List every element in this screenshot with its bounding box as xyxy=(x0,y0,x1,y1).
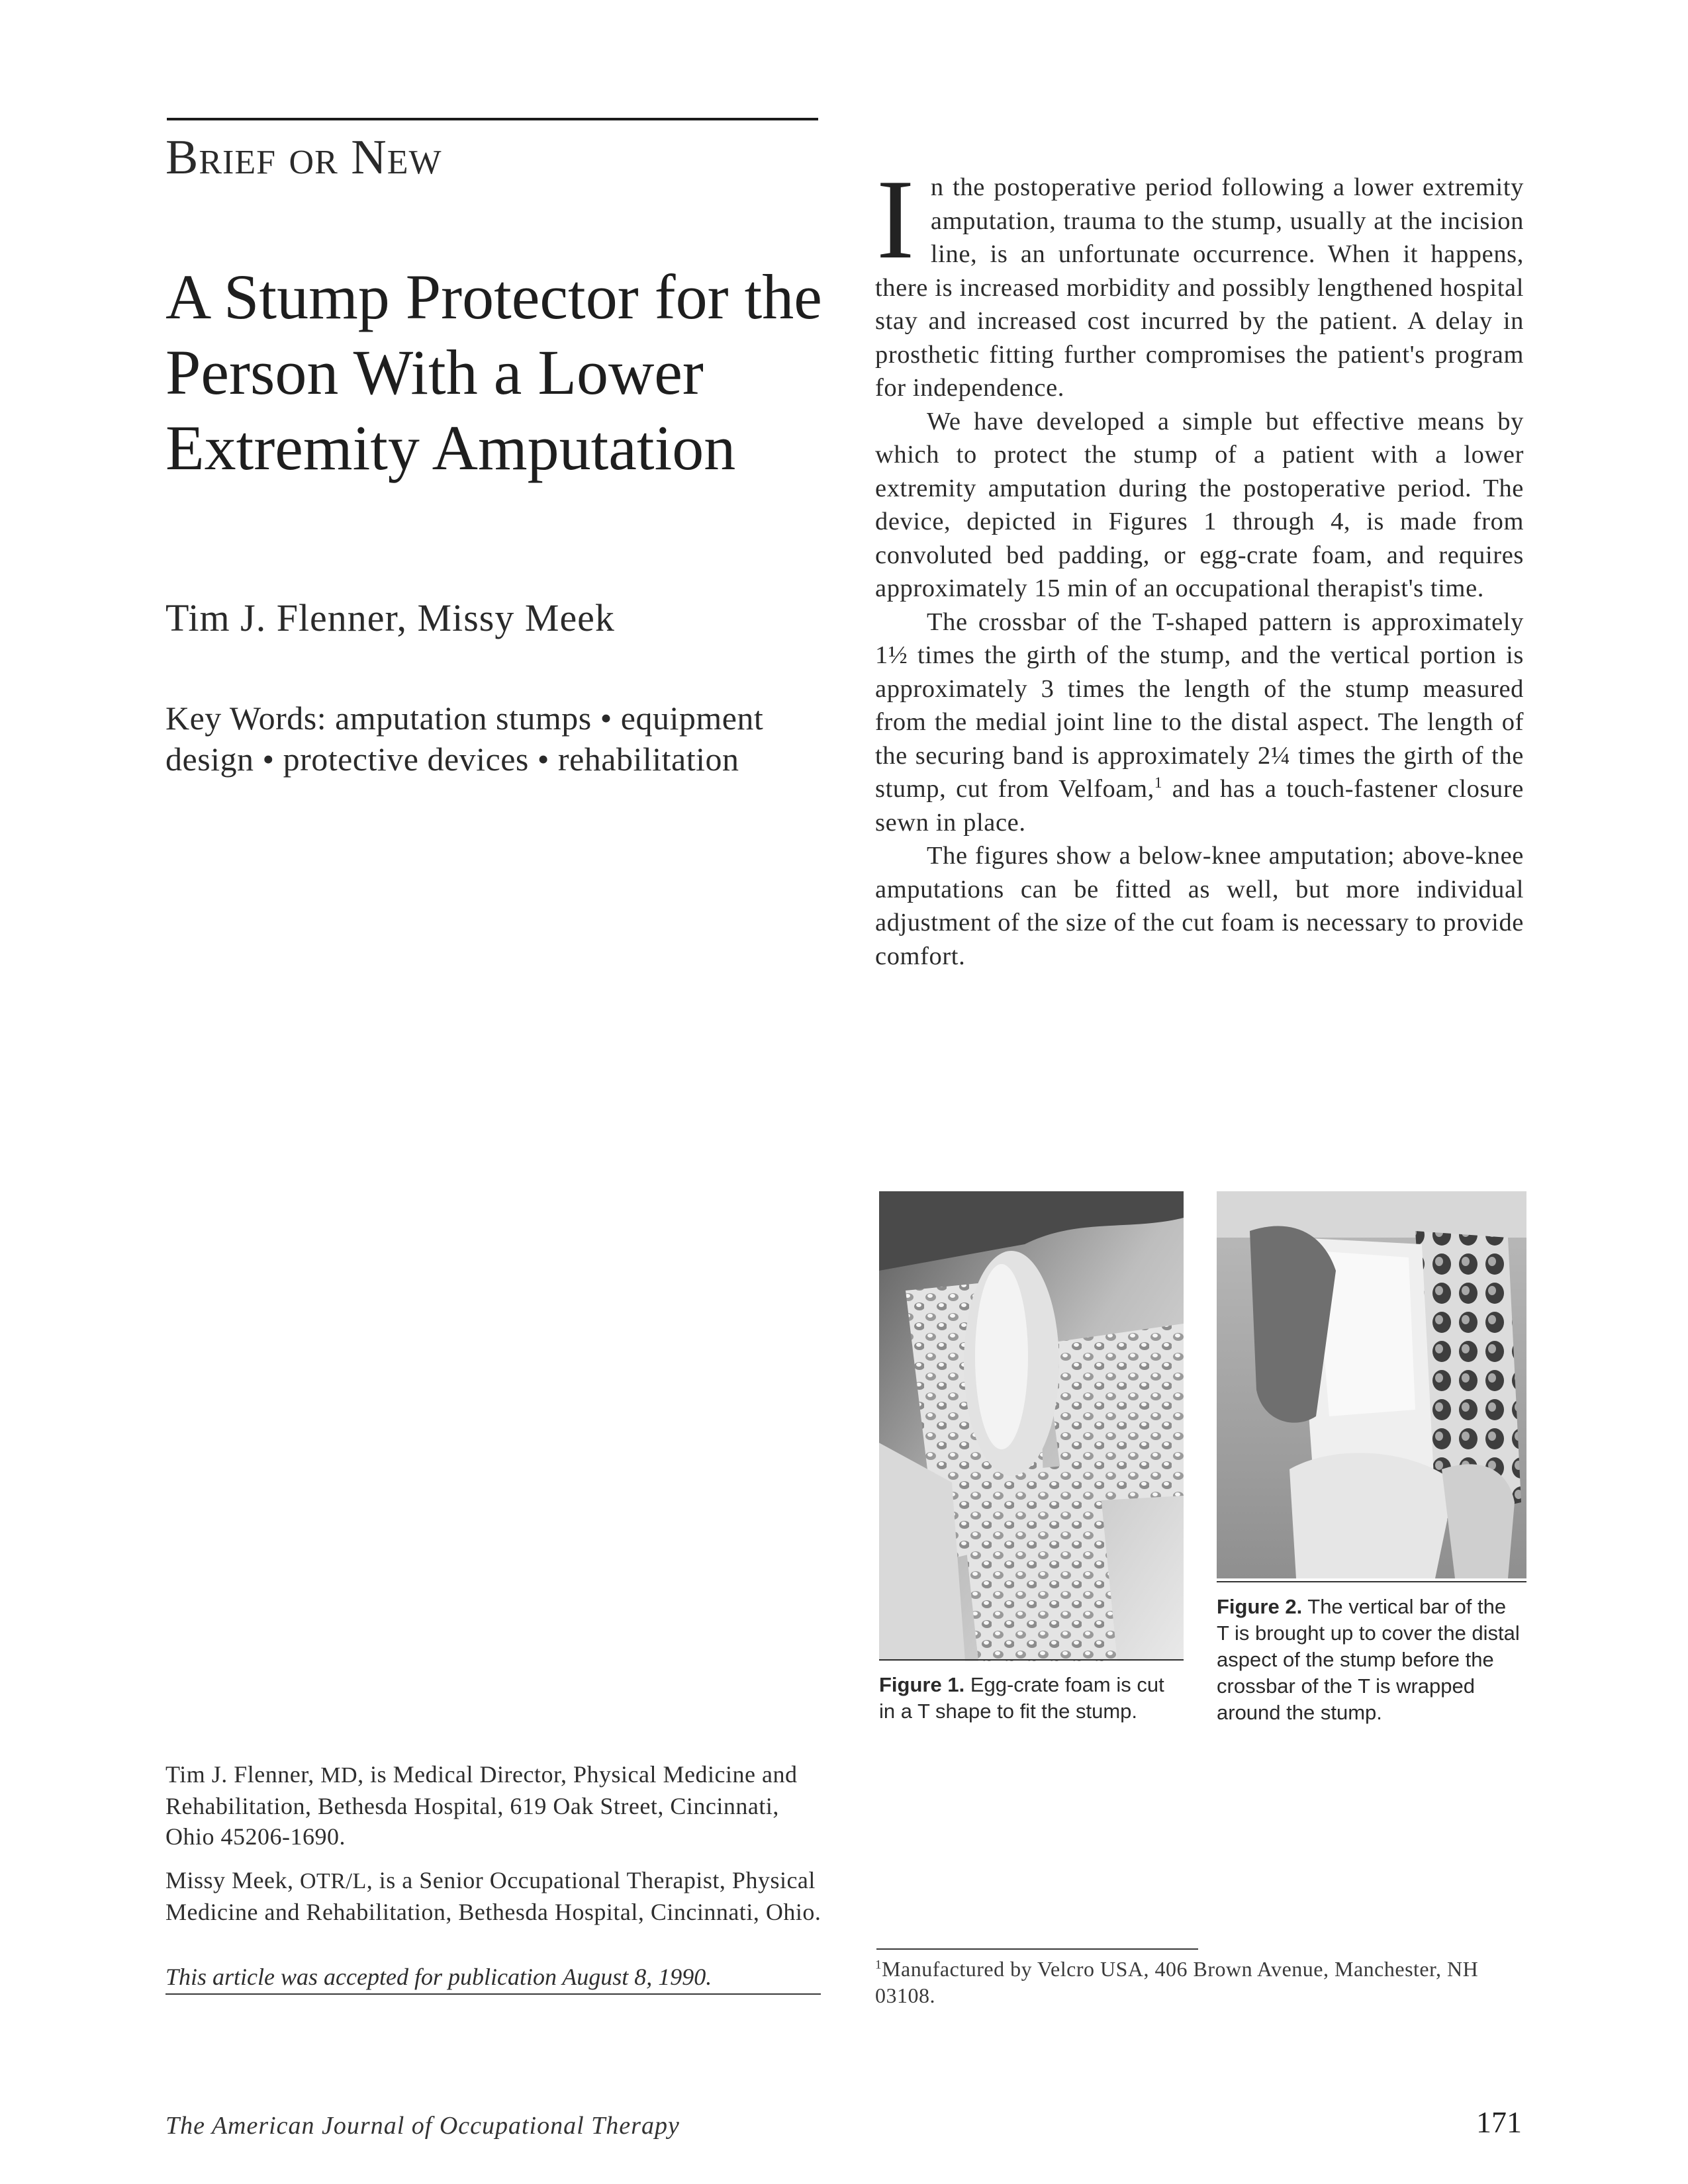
author-affiliations xyxy=(165,1759,827,1940)
figure-1-caption-rule xyxy=(879,1659,1184,1661)
drop-cap: I xyxy=(876,157,915,283)
keyword: rehabilitation xyxy=(557,741,739,778)
article-body xyxy=(875,157,1524,973)
keyword-separator: • xyxy=(262,741,275,778)
keyword: protective devices xyxy=(283,741,529,778)
acceptance-rule xyxy=(165,1993,821,1995)
figure-1-photo xyxy=(879,1191,1184,1661)
keyword-separator: • xyxy=(537,741,549,778)
footnote-mark: 1 xyxy=(875,1958,882,1972)
keywords-label: Key Words: xyxy=(165,700,327,737)
figure-2-photo xyxy=(1217,1191,1526,1578)
authors: Tim J. Flenner, Missy Meek xyxy=(165,596,615,639)
body-paragraph: In the postoperative period following a lower extremity amputation, trauma to the stump, usually at the incision line, is an unfortunate occurrence. When it happens, there is increased morbidity and possibly lengthened hospital stay and increased cost incurred by the patient. A delay in prosthetic fitting further compromises the patient's program for independence. xyxy=(875,157,1524,402)
footnote: $^1$Manufactured by Velcro USA, 406 Brown Avenue, Manchester, NH 03108. xyxy=(875,1957,1479,2007)
figure-2-caption-rule xyxy=(1217,1581,1526,1582)
page-number: 171 xyxy=(1476,2105,1522,2139)
body-paragraph: The crossbar of the T-shaped pattern is approximately 1½ times the girth of the stump, and the vertical portion is approximately 3 times the length of the stump measured from the medial joint line to the distal aspect. The length of the securing band is approximately 2¼ times the girth of the stump, cut from Velfoam,$^1$ and has a touch-fastener closure sewn in place. xyxy=(875,608,1524,837)
affiliation: Missy Meek, OTR/L, is a Senior Occupational Therapist, Physical Medicine and Rehabilitation, Bethesda Hospital, Cincinnati, Ohio. xyxy=(165,1867,821,1925)
acceptance-note: This article was accepted for publication August 8, 1990. xyxy=(165,1964,712,1990)
journal-name: The American Journal of Occupational Therapy xyxy=(165,2112,680,2140)
keyword-separator: • xyxy=(600,700,612,737)
section-label: Brief or New xyxy=(165,130,442,185)
footnote-rule xyxy=(876,1948,1198,1950)
article-title: A Stump Protector for the Person With a Lower Extremity Amputation xyxy=(165,261,822,483)
body-paragraph: We have developed a simple but effective means by which to protect the stump of a patient with a lower extremity amputation during the postoperative period. The device, depicted in Figures 1 through 4, is made from convoluted bed padding, or egg-crate foam, and requires approximately 15 min of an occupational therapist's time. xyxy=(875,407,1524,602)
keywords xyxy=(165,698,827,780)
keyword: equipment design xyxy=(165,700,764,778)
footnote-reference: 1 xyxy=(1154,774,1163,792)
top-rule xyxy=(167,118,818,120)
figure-1-caption: Figure 1. Egg-crate foam is cut in a T shape to fit the stump. xyxy=(879,1673,1164,1723)
keyword: amputation stumps xyxy=(335,700,592,737)
affiliation: Tim J. Flenner, MD, is Medical Director, Physical Medicine and Rehabilitation, Bethesda Hospital, 619 Oak Street, Cincinnati, Ohio 45206-1690. xyxy=(165,1761,798,1850)
figure-2-caption: Figure 2. The vertical bar of the T is brought up to cover the distal aspect of the stump before the crossbar of the T is wrapped around the stump. xyxy=(1217,1595,1520,1724)
body-paragraph: The figures show a below-knee amputation; above-knee amputations can be fitted as well, but more individual adjustment of the size of the cut foam is necessary to provide comfort. xyxy=(875,842,1524,970)
